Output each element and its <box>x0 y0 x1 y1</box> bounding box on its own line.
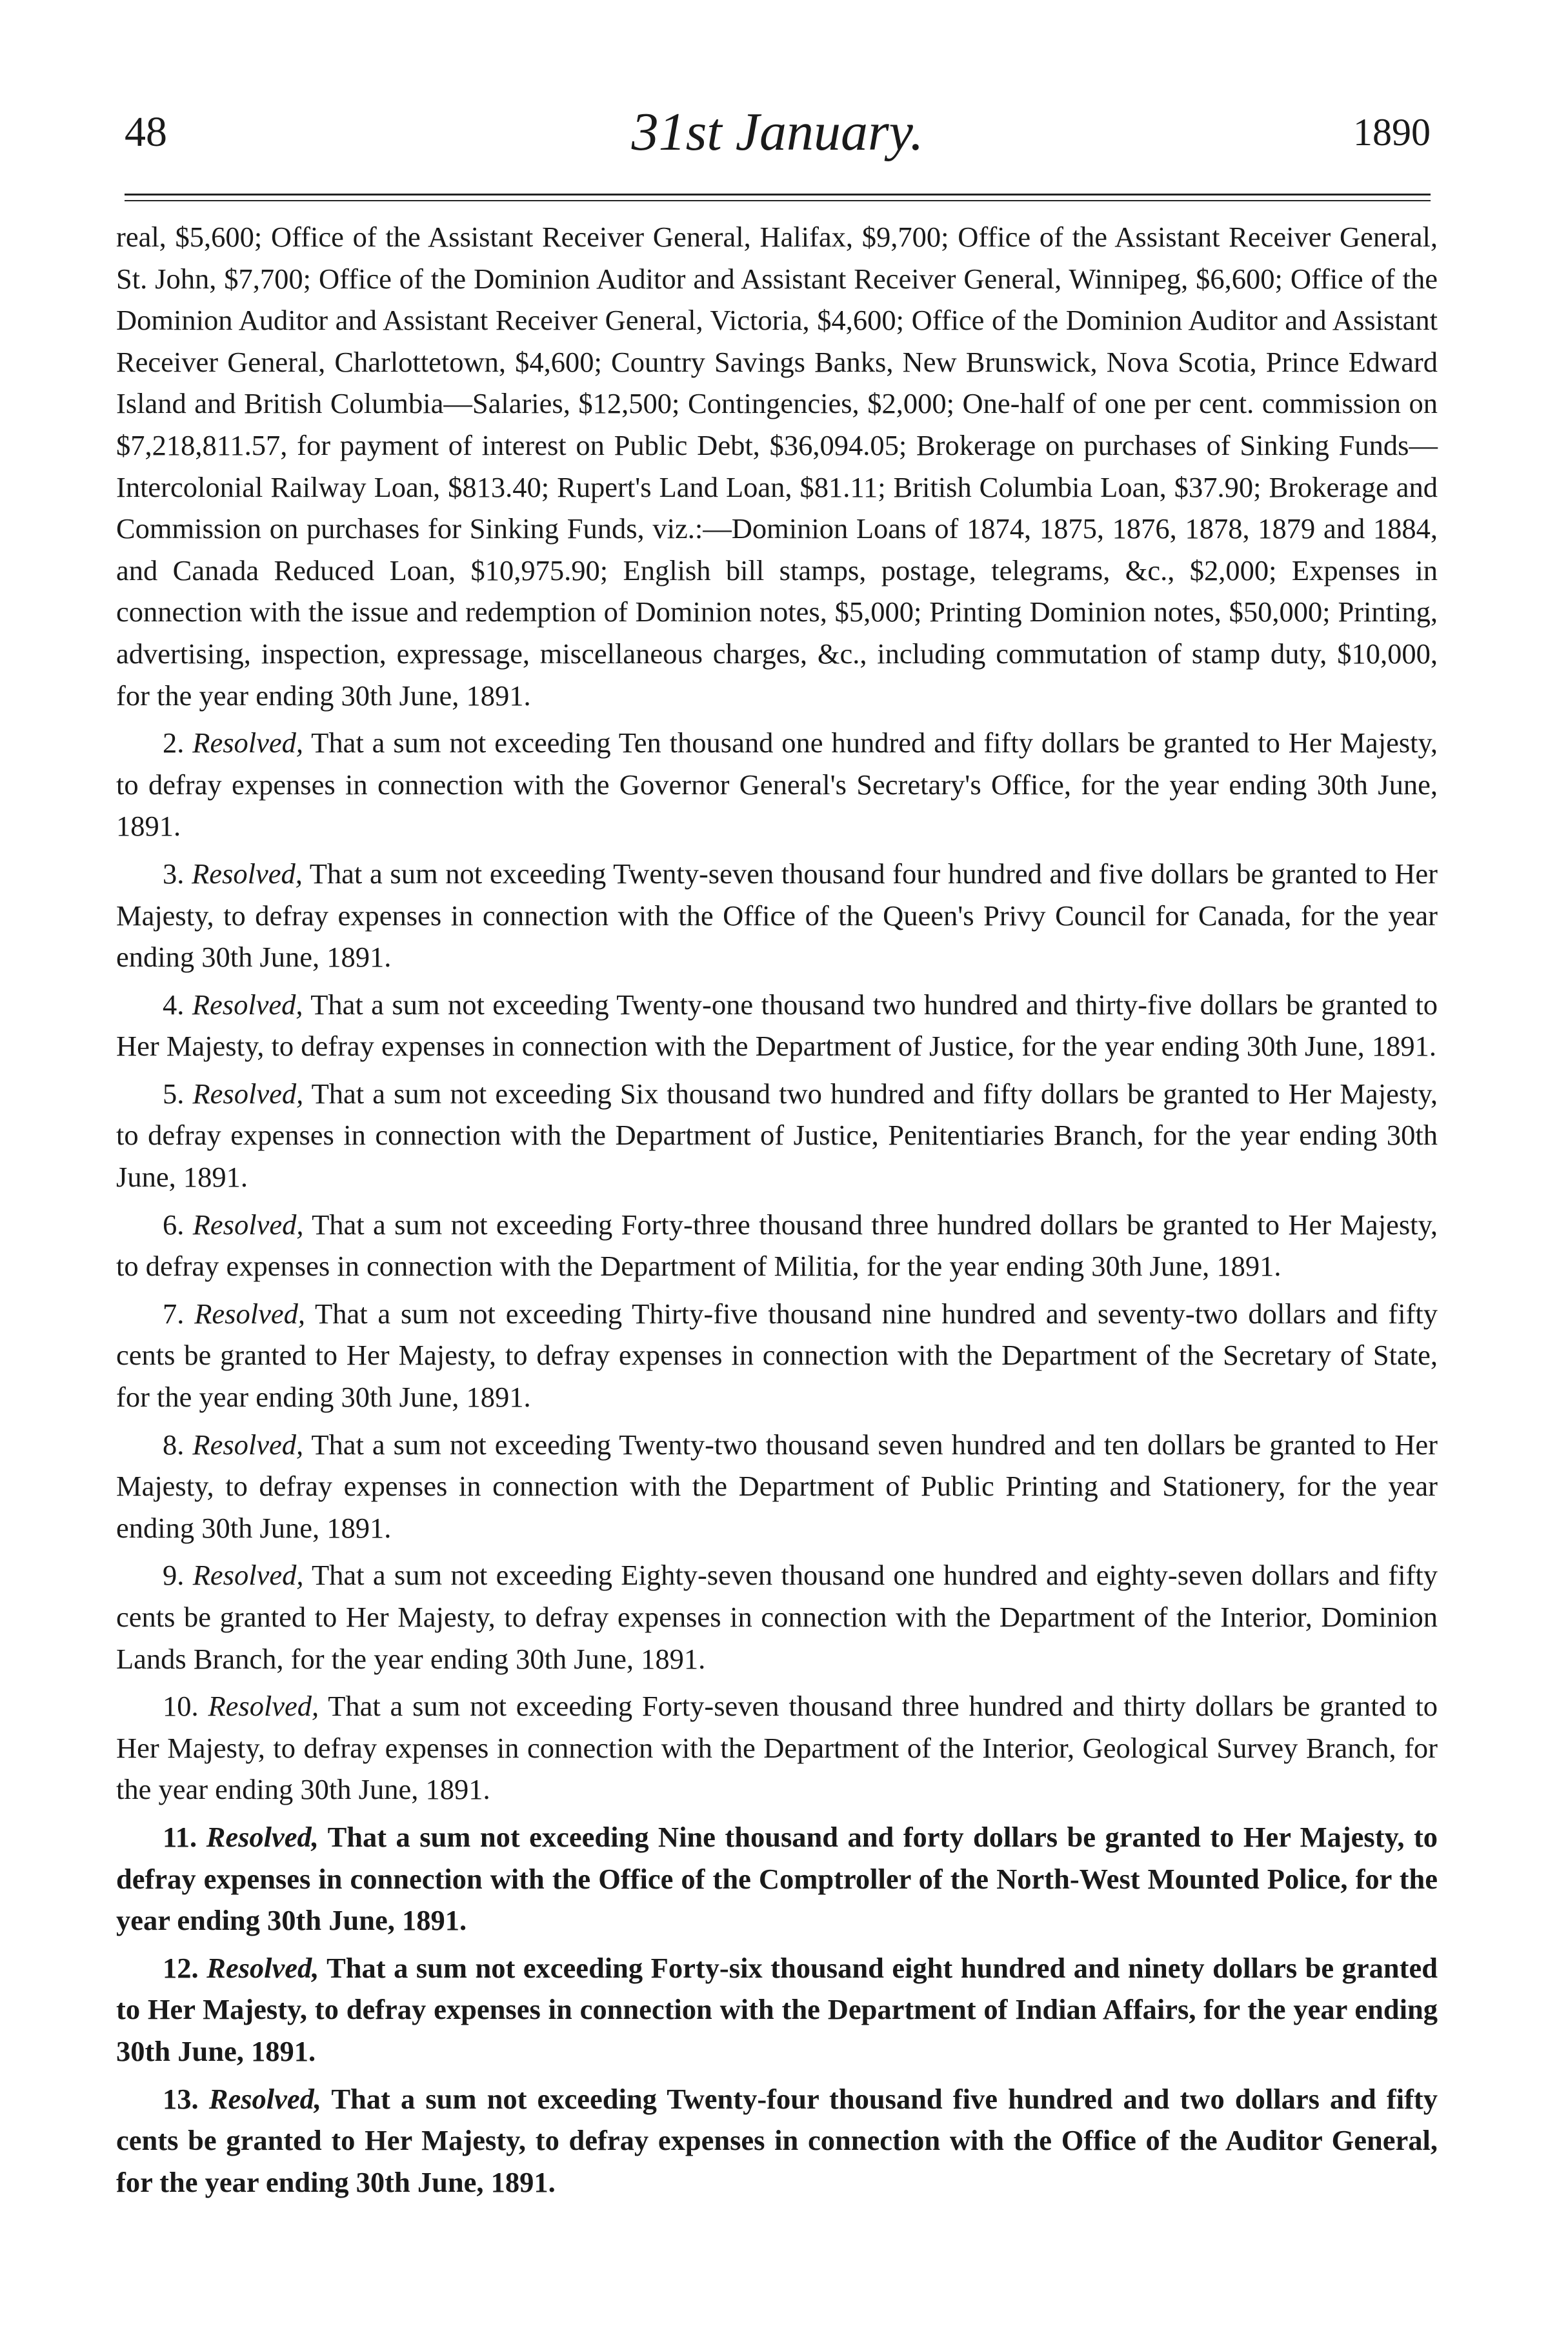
resolution-keyword: Resolved, <box>206 1951 319 1984</box>
resolution-text: That a sum not exceeding Twenty-seven thousand four hundred and five dollars be granted to Her Majesty, to defray expenses in connection with the Office of the Queen's Privy Council for Canada, for the year ending 30th June, 1891. <box>116 857 1438 974</box>
resolution-keyword: Resolved, <box>192 727 304 759</box>
resolution-text: That a sum not exceeding Thirty-five thousand nine hundred and seventy-two dollars and fifty cents be granted to Her Majesty, to defray expenses in connection with the Department of the Secretary of State, for the year ending 30th June, 1891. <box>116 1297 1438 1414</box>
resolution-keyword: Resolved, <box>192 1428 304 1461</box>
resolution-6 <box>116 1204 1438 1287</box>
resolution-keyword: Resolved, <box>194 1297 305 1330</box>
resolution-keyword: Resolved, <box>208 1690 319 1723</box>
resolution-10 <box>116 1685 1438 1810</box>
resolution-number: 6. <box>163 1208 185 1241</box>
resolution-number: 5. <box>163 1077 185 1110</box>
resolution-number: 7. <box>163 1297 185 1330</box>
resolution-keyword: Resolved, <box>192 1077 304 1110</box>
body-text <box>116 216 1438 2203</box>
resolution-9 <box>116 1554 1438 1679</box>
resolution-number: 9. <box>163 1559 185 1592</box>
resolution-keyword: Resolved, <box>208 2082 322 2115</box>
resolution-text: That a sum not exceeding Forty-three thousand three hundred dollars be granted to Her Majesty, to defray expenses in connection with the Department of Militia, for the year ending 30th June, 1891. <box>116 1208 1438 1283</box>
resolution-12 <box>116 1947 1438 2072</box>
resolution-text: That a sum not exceeding Ten thousand one hundred and fifty dollars be granted to Her Majesty, to defray expenses in connection with the Governor General's Secretary's Office, for the year ending 30th June, 1891. <box>116 727 1438 843</box>
resolution-keyword: Resolved, <box>192 1559 304 1592</box>
resolution-text: That a sum not exceeding Twenty-four thousand five hundred and two dollars and fifty cents be granted to Her Majesty, to defray expenses in connection with the Office of the Auditor General, for the year ending 30th June, 1891. <box>116 2082 1438 2198</box>
resolution-keyword: Resolved, <box>192 857 303 890</box>
resolution-4 <box>116 984 1438 1067</box>
resolution-text: That a sum not exceeding Forty-six thousand eight hundred and ninety dollars be granted to Her Majesty, to defray expenses in connection with the Department of Indian Affairs, for the year ending 30th June, 1891. <box>116 1951 1438 2067</box>
resolution-text: That a sum not exceeding Twenty-two thousand seven hundred and ten dollars be granted to Her Majesty, to defray expenses in connection with the Department of Public Printing and Stationery, for the year ending 30th June, 1891. <box>116 1428 1438 1544</box>
resolution-7 <box>116 1293 1438 1418</box>
resolution-keyword: Resolved, <box>192 988 303 1021</box>
page-number: 48 <box>125 108 167 155</box>
running-title: 31st January. <box>631 102 924 162</box>
resolution-number: 2. <box>163 727 185 759</box>
resolution-text: That a sum not exceeding Nine thousand and forty dollars be granted to Her Majesty, to defray expenses in connection with the Office of the Comptroller of the North-West Mounted Police, for the year ending 30th June, 1891. <box>116 1820 1438 1937</box>
header-year: 1890 <box>1353 111 1431 154</box>
resolution-text: That a sum not exceeding Forty-seven thousand three hundred and thirty dollars be granted to Her Majesty, to defray expenses in connection with the Department of the Interior, Geological Survey Branch, for the year ending 30th June, 1891. <box>116 1690 1438 1806</box>
page-header <box>125 103 1431 174</box>
resolution-keyword: Resolved, <box>206 1820 319 1853</box>
resolution-13 <box>116 2078 1438 2203</box>
resolution-text: That a sum not exceeding Six thousand two hundred and fifty dollars be granted to Her Majesty, to defray expenses in connection with the Department of Justice, Penitentiaries Branch, for the year ending 30th June, 1891. <box>116 1077 1438 1194</box>
resolution-number: 4. <box>163 988 185 1021</box>
resolution-number: 10. <box>163 1690 199 1723</box>
resolution-number: 11. <box>163 1820 197 1853</box>
continuation-paragraph: real, $5,600; Office of the Assistant Receiver General, Halifax, $9,700; Office of the Assistant Receiver General, St. John, $7,700; Office of the Dominion Auditor and Assistant Receiver General, Winnipeg, $6,600; Office of the Dominion Auditor and Assistant Receiver General, Victoria, $4,600; Office of the Dominion Auditor and Assistant Receiver General, Charlottetown, $4,600; Country Savings Banks, New Brunswick, Nova Scotia, Prince Edward Island and British Columbia—Salaries, $12,500; Contingencies, $2,000; One-half of one per cent. commission on $7,218,811.57, for payment of interest on Public Debt, $36,094.05; Brokerage on purchases of Sinking Funds—Intercolonial Railway Loan, $813.40; Rupert's Land Loan, $81.11; British Columbia Loan, $37.90; Brokerage and Commission on purchases for Sinking Funds, viz.:—Dominion Loans of 1874, 1875, 1876, 1878, 1879 and 1884, and Canada Reduced Loan, $10,975.90; English bill stamps, postage, telegrams, &c., $2,000; Expenses in connection with the issue and redemption of Dominion notes, $5,000; Printing Dominion notes, $50,000; Printing, advertising, inspection, expressage, miscellaneous charges, &c., including commutation of stamp duty, $10,000, for the year ending 30th June, 1891. <box>116 221 1438 712</box>
resolution-keyword: Resolved, <box>192 1208 304 1241</box>
resolution-number: 13. <box>163 2082 199 2115</box>
resolution-text: That a sum not exceeding Eighty-seven thousand one hundred and eighty-seven dollars and fifty cents be granted to Her Majesty, to defray expenses in connection with the Department of the Interior, Dominion Lands Branch, for the year ending 30th June, 1891. <box>116 1559 1438 1675</box>
resolution-number: 12. <box>163 1951 199 1984</box>
resolution-5 <box>116 1073 1438 1198</box>
resolution-11 <box>116 1816 1438 1941</box>
resolution-8 <box>116 1424 1438 1549</box>
header-rule-top <box>125 194 1431 196</box>
resolution-text: That a sum not exceeding Twenty-one thousand two hundred and thirty-five dollars be granted to Her Majesty, to defray expenses in connection with the Department of Justice, for the year ending 30th June, 1891. <box>116 988 1438 1063</box>
resolution-number: 8. <box>163 1428 185 1461</box>
resolution-3 <box>116 853 1438 978</box>
resolution-2 <box>116 722 1438 847</box>
resolution-number: 3. <box>163 857 185 890</box>
header-rule-bottom <box>125 200 1431 201</box>
